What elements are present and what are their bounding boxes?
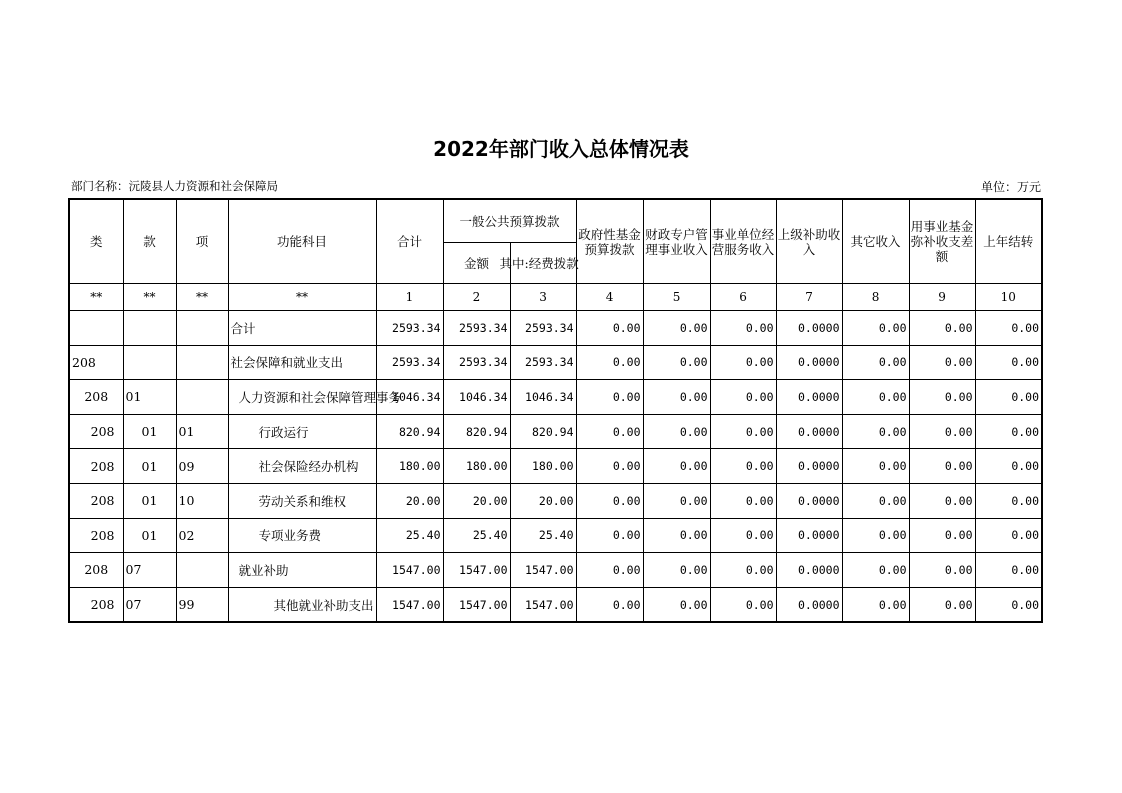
header-superior-subsidy: 上级补助收入 — [776, 199, 842, 284]
value-col-2: 1046.34 — [443, 380, 510, 415]
value-col-3: 2593.34 — [510, 345, 576, 380]
code-kuan: 07 — [123, 587, 176, 622]
header-lei: 类 — [69, 199, 123, 284]
index-cell: 7 — [776, 284, 842, 311]
index-cell: 5 — [643, 284, 710, 311]
value-col-5: 0.00 — [643, 483, 710, 518]
value-col-8: 0.00 — [842, 587, 909, 622]
table-row — [69, 553, 1042, 588]
code-xiang: 99 — [176, 587, 228, 622]
value-col-4: 0.00 — [576, 449, 643, 484]
department-name: 部门名称：沅陵县人力资源和社会保障局 — [71, 179, 278, 193]
page-title: 2022年部门收入总体情况表 — [433, 137, 689, 161]
subject-name: 行政运行 — [228, 414, 376, 449]
code-xiang — [176, 380, 228, 415]
value-col-10: 0.00 — [975, 518, 1042, 553]
index-cell: 2 — [443, 284, 510, 311]
value-col-9: 0.00 — [909, 311, 975, 346]
index-cell: 3 — [510, 284, 576, 311]
value-col-2: 1547.00 — [443, 587, 510, 622]
value-col-2: 25.40 — [443, 518, 510, 553]
value-col-3: 1046.34 — [510, 380, 576, 415]
value-col-9: 0.00 — [909, 553, 975, 588]
value-col-5: 0.00 — [643, 345, 710, 380]
table-row — [69, 587, 1042, 622]
index-cell: 4 — [576, 284, 643, 311]
value-col-2: 2593.34 — [443, 345, 510, 380]
code-kuan: 07 — [123, 553, 176, 588]
value-col-1: 2593.34 — [376, 311, 443, 346]
value-col-3: 20.00 — [510, 483, 576, 518]
subject-name: 就业补助 — [228, 553, 376, 588]
index-cell: 6 — [710, 284, 776, 311]
code-lei: 208 — [69, 380, 123, 415]
value-col-3: 25.40 — [510, 518, 576, 553]
code-kuan — [123, 345, 176, 380]
header-amount: 金额 — [443, 243, 510, 284]
code-kuan: 01 — [123, 449, 176, 484]
value-col-3: 1547.00 — [510, 587, 576, 622]
value-col-10: 0.00 — [975, 449, 1042, 484]
value-col-6: 0.00 — [710, 414, 776, 449]
value-col-6: 0.00 — [710, 380, 776, 415]
code-xiang: 10 — [176, 483, 228, 518]
value-col-1: 180.00 — [376, 449, 443, 484]
code-xiang — [176, 311, 228, 346]
value-col-2: 2593.34 — [443, 311, 510, 346]
value-col-3: 2593.34 — [510, 311, 576, 346]
subject-name: 其他就业补助支出 — [228, 587, 376, 622]
value-col-6: 0.00 — [710, 449, 776, 484]
code-xiang: 02 — [176, 518, 228, 553]
table-row — [69, 449, 1042, 484]
code-lei: 208 — [69, 518, 123, 553]
value-col-4: 0.00 — [576, 380, 643, 415]
subject-name: 人力资源和社会保障管理事务 — [228, 380, 376, 415]
header-enterprise-fund: 用事业基金弥补收支差额 — [909, 199, 975, 284]
value-col-9: 0.00 — [909, 587, 975, 622]
code-lei: 208 — [69, 587, 123, 622]
value-col-7: 0.0000 — [776, 587, 842, 622]
value-col-3: 820.94 — [510, 414, 576, 449]
header-gov-fund: 政府性基金预算拨款 — [576, 199, 643, 284]
index-cell: 10 — [975, 284, 1042, 311]
value-col-4: 0.00 — [576, 345, 643, 380]
header-total: 合计 — [376, 199, 443, 284]
index-cell: ** — [69, 284, 123, 311]
value-col-4: 0.00 — [576, 553, 643, 588]
code-lei — [69, 311, 123, 346]
value-col-7: 0.0000 — [776, 449, 842, 484]
value-col-9: 0.00 — [909, 345, 975, 380]
subject-name: 社会保障和就业支出 — [228, 345, 376, 380]
value-col-6: 0.00 — [710, 553, 776, 588]
value-col-9: 0.00 — [909, 518, 975, 553]
subject-name: 合计 — [228, 311, 376, 346]
code-lei: 208 — [69, 483, 123, 518]
code-kuan — [123, 311, 176, 346]
table-row — [69, 380, 1042, 415]
header-carryover: 上年结转 — [975, 199, 1042, 284]
value-col-5: 0.00 — [643, 414, 710, 449]
index-cell: 1 — [376, 284, 443, 311]
value-col-5: 0.00 — [643, 518, 710, 553]
table-row — [69, 483, 1042, 518]
value-col-7: 0.0000 — [776, 553, 842, 588]
value-col-7: 0.0000 — [776, 345, 842, 380]
value-col-4: 0.00 — [576, 587, 643, 622]
subject-name: 劳动关系和维权 — [228, 483, 376, 518]
value-col-4: 0.00 — [576, 311, 643, 346]
value-col-8: 0.00 — [842, 518, 909, 553]
code-lei: 208 — [69, 553, 123, 588]
value-col-8: 0.00 — [842, 414, 909, 449]
code-xiang — [176, 553, 228, 588]
value-col-10: 0.00 — [975, 380, 1042, 415]
value-col-5: 0.00 — [643, 449, 710, 484]
value-col-9: 0.00 — [909, 380, 975, 415]
code-lei: 208 — [69, 345, 123, 380]
subject-name: 专项业务费 — [228, 518, 376, 553]
table-row — [69, 345, 1042, 380]
value-col-9: 0.00 — [909, 449, 975, 484]
value-col-4: 0.00 — [576, 483, 643, 518]
header-operation: 事业单位经营服务收入 — [710, 199, 776, 284]
code-xiang: 01 — [176, 414, 228, 449]
header-kuan: 款 — [123, 199, 176, 284]
value-col-8: 0.00 — [842, 345, 909, 380]
value-col-9: 0.00 — [909, 483, 975, 518]
code-lei: 208 — [69, 449, 123, 484]
value-col-1: 820.94 — [376, 414, 443, 449]
value-col-6: 0.00 — [710, 518, 776, 553]
value-col-5: 0.00 — [643, 380, 710, 415]
value-col-8: 0.00 — [842, 311, 909, 346]
value-col-6: 0.00 — [710, 483, 776, 518]
value-col-10: 0.00 — [975, 553, 1042, 588]
value-col-3: 1547.00 — [510, 553, 576, 588]
header-other-income: 其它收入 — [842, 199, 909, 284]
value-col-10: 0.00 — [975, 483, 1042, 518]
table-row — [69, 414, 1042, 449]
subject-name: 社会保险经办机构 — [228, 449, 376, 484]
header-general-budget: 一般公共预算拨款 — [443, 199, 576, 243]
header-fiscal-special: 财政专户管理事业收入 — [643, 199, 710, 284]
value-col-6: 0.00 — [710, 587, 776, 622]
header-funding-text: 其中:经费拨款 — [499, 255, 579, 271]
index-cell: 9 — [909, 284, 975, 311]
code-kuan: 01 — [123, 414, 176, 449]
value-col-4: 0.00 — [576, 518, 643, 553]
index-cell: 8 — [842, 284, 909, 311]
value-col-1: 25.40 — [376, 518, 443, 553]
code-kuan: 01 — [123, 380, 176, 415]
value-col-7: 0.0000 — [776, 483, 842, 518]
value-col-7: 0.0000 — [776, 518, 842, 553]
code-kuan: 01 — [123, 483, 176, 518]
value-col-7: 0.0000 — [776, 311, 842, 346]
value-col-5: 0.00 — [643, 311, 710, 346]
header-xiang: 项 — [176, 199, 228, 284]
code-lei: 208 — [69, 414, 123, 449]
unit-label: 单位：万元 — [980, 180, 1041, 194]
value-col-7: 0.0000 — [776, 380, 842, 415]
index-cell: ** — [176, 284, 228, 311]
value-col-7: 0.0000 — [776, 414, 842, 449]
value-col-8: 0.00 — [842, 553, 909, 588]
value-col-8: 0.00 — [842, 483, 909, 518]
code-xiang — [176, 345, 228, 380]
value-col-10: 0.00 — [975, 345, 1042, 380]
value-col-1: 2593.34 — [376, 345, 443, 380]
value-col-2: 180.00 — [443, 449, 510, 484]
table-row — [69, 518, 1042, 553]
code-kuan: 01 — [123, 518, 176, 553]
index-cell: ** — [228, 284, 376, 311]
header-subject: 功能科目 — [228, 199, 376, 284]
index-cell: ** — [123, 284, 176, 311]
value-col-6: 0.00 — [710, 345, 776, 380]
value-col-6: 0.00 — [710, 311, 776, 346]
value-col-9: 0.00 — [909, 414, 975, 449]
value-col-10: 0.00 — [975, 587, 1042, 622]
value-col-2: 20.00 — [443, 483, 510, 518]
header-funding — [499, 243, 579, 284]
value-col-1: 1547.00 — [376, 587, 443, 622]
code-xiang: 09 — [176, 449, 228, 484]
value-col-5: 0.00 — [643, 587, 710, 622]
value-col-2: 1547.00 — [443, 553, 510, 588]
value-col-10: 0.00 — [975, 311, 1042, 346]
income-table — [68, 198, 1043, 623]
value-col-3: 180.00 — [510, 449, 576, 484]
value-col-1: 1547.00 — [376, 553, 443, 588]
value-col-5: 0.00 — [643, 553, 710, 588]
value-col-1: 20.00 — [376, 483, 443, 518]
table-row — [69, 311, 1042, 346]
value-col-4: 0.00 — [576, 414, 643, 449]
value-col-8: 0.00 — [842, 380, 909, 415]
value-col-1: 1046.34 — [376, 380, 443, 415]
value-col-8: 0.00 — [842, 449, 909, 484]
value-col-2: 820.94 — [443, 414, 510, 449]
value-col-10: 0.00 — [975, 414, 1042, 449]
